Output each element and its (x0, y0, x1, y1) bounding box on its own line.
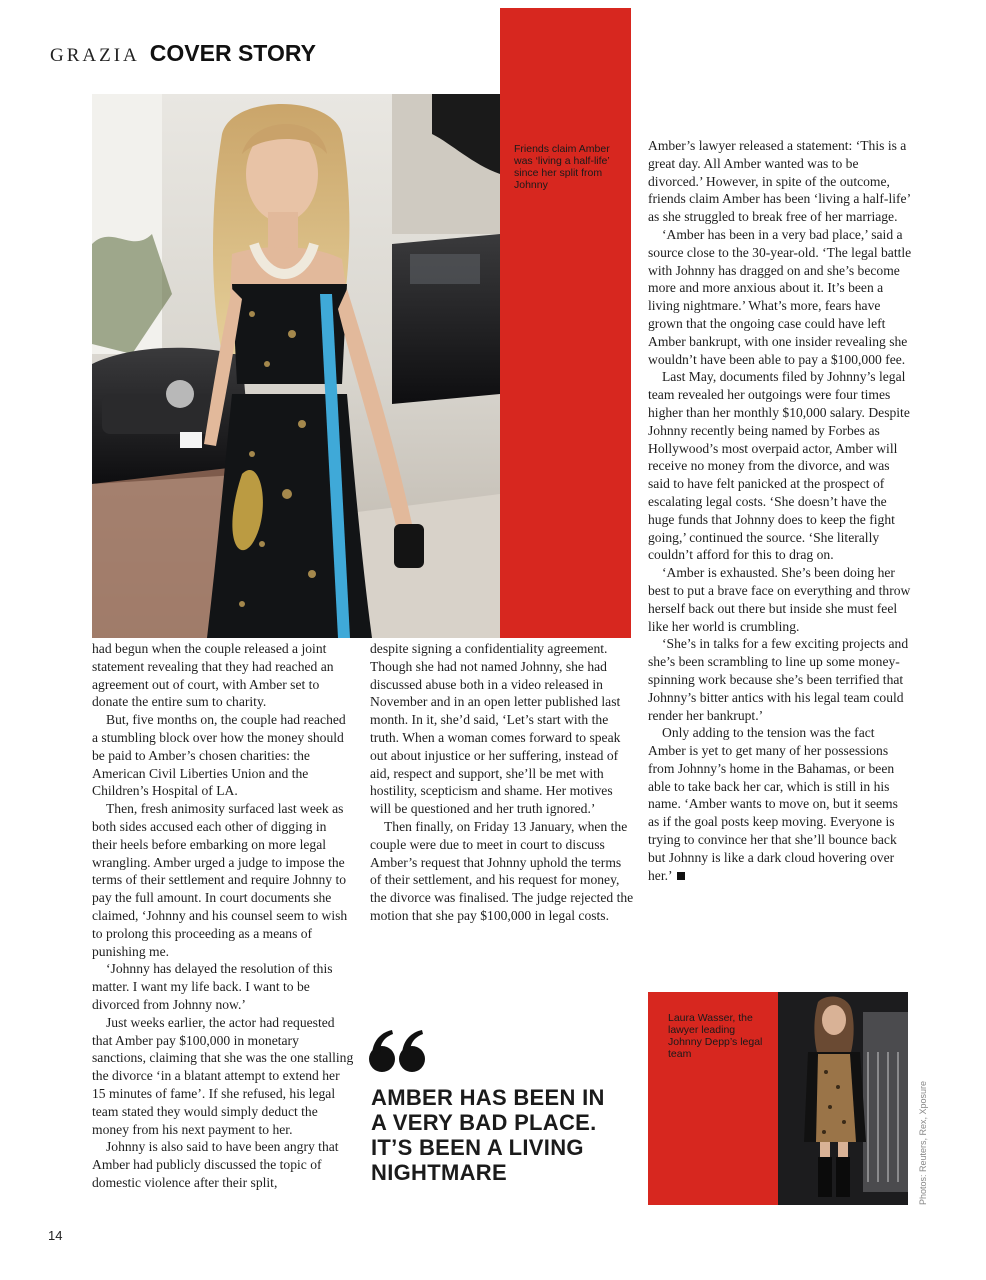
article-column-2 (370, 640, 634, 925)
paragraph: Then, fresh animosity surfaced last week as both sides accused each other of digging in their heels before embarking on more legal wrangling. Amber urged a judge to impose the terms of their settlement and require Johnny to pay the full amount. In court documents she claimed, ‘Johnny and his counsel seem to wish to prolong this proceeding as a means of punishing me. (92, 801, 348, 959)
paragraph: had begun when the couple released a joint statement revealing that they had reached an agreement out of court, with Amber set to donate the entire sum to charity. (92, 641, 334, 710)
paragraph: Last May, documents filed by Johnny’s legal team revealed her outgoings were four times higher than her monthly $10,000 salary. Despite Johnny recently being named by Forbes as Hollywood’s most overpaid actor, Amber will receive no money from the divorce, and was said to have felt panicked at the prospect of escalating legal costs. ‘She doesn’t have the huge funds that Johnny does to keep the fight going,’ continued the source. ‘She literally couldn’t afford for this to drag on. (648, 369, 910, 563)
paragraph: Just weeks earlier, the actor had requested that Amber pay $100,000 in monetary sanctions, claiming that she was the one stalling the divorce ‘in a blatant attempt to extend her 15 minutes of fame’. If she refused, his legal team stated they would simply deduct the money from his next payment to her. (92, 1014, 354, 1137)
article-column-1 (92, 640, 354, 1192)
paragraph: despite signing a confidentiality agreement. Though she had not named Johnny, she had discussed abuse both in a video released in November and in an open letter published last month. In it, she’d said, ‘Let’s start with the truth. When a woman comes forward to speak out about injustice or her suffering, instead of aid, respect and support, she’ll be met with hostility, scepticism and shame. Her motives will be questioned and her truth ignored.’ (370, 641, 621, 817)
quote-mark-icon (368, 1028, 430, 1079)
paragraph: Amber’s lawyer released a statement: ‘This is a great day. All Amber wanted was to be divorced.’ However, in spite of the outcome, friends claim Amber has been ‘living a half-life’ as she struggled to break free of her marriage. (648, 138, 911, 225)
photo-credit: Photos: Reuters, Rex, Xposure (918, 1080, 928, 1205)
article-column-3 (648, 137, 912, 884)
paragraph: ‘Amber is exhausted. She’s been doing her best to put a brave face on everything and throw herself back out there but inside she must feel like her world is crumbling. (648, 565, 911, 634)
photo-caption-bottom: Laura Wasser, the lawyer leading Johnny Depp’s legal team (668, 1012, 763, 1060)
paragraph-text: Only adding to the tension was the fact Amber is yet to get many of her possessions from Johnny’s home in the Bahamas, or been able to take back her car, which is still in his name. ‘Amber wants to move on, but it seems as if the goal posts keep moving. Everyone is trying to convince her that she’ll bounce back but Johnny is like a dark cloud hovering over her.’ (648, 725, 898, 883)
paragraph: Johnny is also said to have been angry that Amber had publicly discussed the topic of domestic violence after their split, (92, 1139, 339, 1190)
paragraph: ‘Amber has been in a very bad place,’ said a source close to the 30-year-old. ‘The legal battle with Johnny has dragged on and she’s become more and more anxious about it. It’s been a living nightmare.’ What’s more, fears have grown that the ongoing case could have left Amber bankrupt, with one insider revealing she wouldn’t have been able to pay a $100,000 fee. (648, 226, 912, 367)
secondary-photo (778, 992, 908, 1205)
photo-caption-top: Friends claim Amber was ‘living a half-life’ since her split from Johnny (514, 143, 610, 191)
main-photo-illustration (92, 94, 500, 638)
caption-panel-top (500, 8, 631, 638)
section-title: COVER STORY (149, 40, 316, 66)
pull-quote: AMBER HAS BEEN IN A VERY BAD PLACE. IT’S BEEN A LIVING NIGHTMARE (371, 1085, 605, 1185)
paragraph-last (648, 724, 912, 884)
secondary-photo-illustration (778, 992, 908, 1205)
masthead (50, 40, 316, 70)
brand-logo: GRAZIA (50, 45, 140, 66)
paragraph: ‘She’s in talks for a few exciting projects and she’s been scrambling to line up some money-spinning work because she’s been terrified that Johnny’s bitter antics with his legal team could render her bankrupt.’ (648, 636, 909, 723)
main-photo (92, 94, 500, 638)
page-number: 14 (48, 1228, 63, 1243)
end-mark-icon (677, 872, 685, 880)
paragraph: Then finally, on Friday 13 January, when the couple were due to meet in court to discuss Amber’s request that Johnny uphold the terms of their settlement, and his request for money, the divorce was finalised. The judge rejected the motion that she pay $100,000 in legal costs. (370, 818, 634, 923)
paragraph: But, five months on, the couple had reached a stumbling block over how the money should be paid to Amber’s chosen charities: the American Civil Liberties Union and the Children’s Hospital of LA. (92, 712, 346, 799)
paragraph: ‘Johnny has delayed the resolution of this matter. I want my life back. I want to be divorced from Johnny now.’ (92, 961, 333, 1012)
